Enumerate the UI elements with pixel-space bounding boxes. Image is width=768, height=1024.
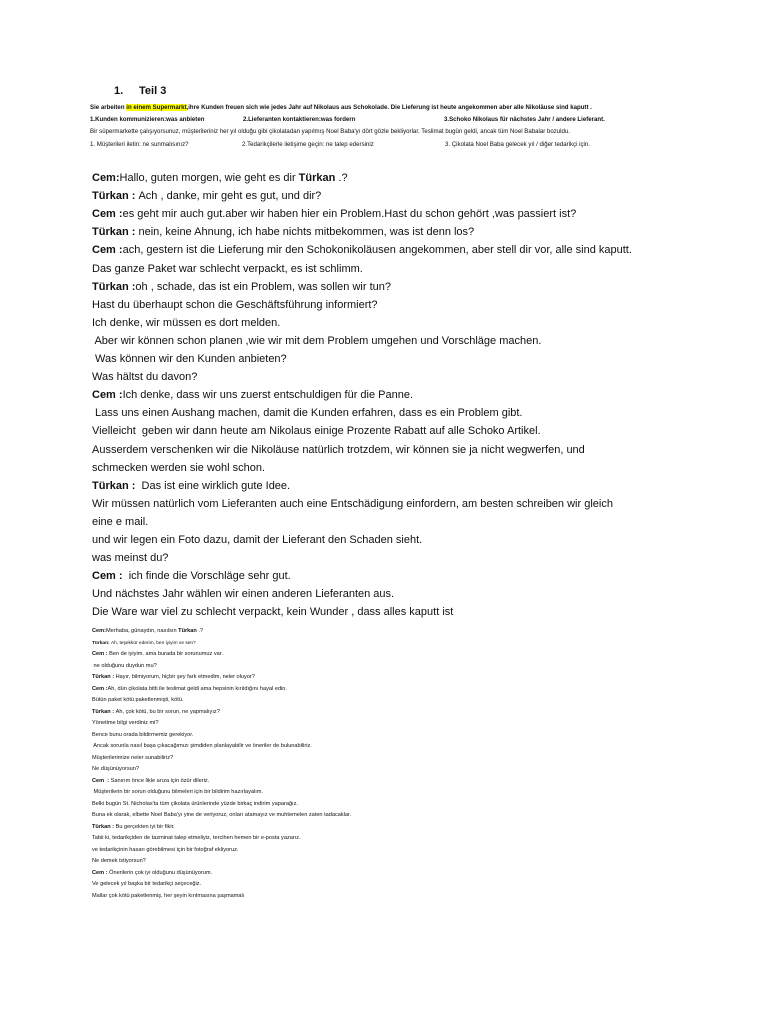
line-text: Buna ek olarak, elbette Noel Baba'yı yine de veriyoruz, onları atamayız ve muhtemelen zaten tadacaklar. [92,812,352,818]
translation-line [92,628,203,635]
line-text: Ne düşünüyorsun? [92,766,139,772]
task-tr-2: 2.Tedarikçilerle iletişime geçin: ne talep edersiniz [242,141,374,148]
line-text: Tabii ki, tedarikçiden de tazminat talep etmeliyiz, tercihen hemen bir e-posta yazarız. [92,835,301,841]
translation-line [92,847,238,854]
speaker-separator: : [104,628,106,634]
speaker-separator: : [128,226,139,239]
line-text: Und nächstes Jahr wählen wir einen anderen Lieferanten aus. [92,588,395,601]
dialog-line [92,388,413,402]
speaker-name: Cem [92,570,116,583]
line-text: Ah, teşekkür ederim, ben iyiyim ve sen? [110,640,196,646]
dialog-line [92,334,541,348]
translation-line [92,824,175,831]
dialog-line [92,298,378,312]
dialog-line [92,225,474,239]
translation-line [92,812,351,819]
line-text: und wir legen ein Foto dazu, damit der Lieferant den Schaden sieht. [92,534,423,546]
dialog-line [92,443,585,457]
dialog-line [92,352,287,366]
speaker-separator: : [115,208,123,221]
line-text: Was können wir den Kunden anbieten? [92,353,287,365]
speaker-separator: : [128,280,136,293]
line-text: Hayır, bilmiyorum, hiçbir şey fark etmedim, neler oluyor? [115,674,255,680]
intro-highlight: in einem Supermarkt [126,104,187,111]
dialog-line [92,587,394,601]
intro-part-1: Sie arbeiten [90,104,127,111]
line-text: Bu gerçekten iyi bir fikir. [115,823,175,830]
speaker-name: Cem [92,172,116,184]
line-text: Hast du überhaupt schon die Geschäftsführung informiert? [92,298,378,311]
task-tr-1: 1. Müşterileri iletin: ne sunmalısınız? [90,141,189,148]
speaker-name: Türkan [92,708,111,715]
task-de-3: 3.Schoko Nikolaus für nächstes Jahr / andere Lieferant. [444,116,605,123]
speaker-name: Türkan [92,226,129,239]
speaker-name: Cem [92,869,105,876]
line-text: Müşterilerin bir sorun olduğunu bilmeleri için bir bildirim hazırlayalım. [92,789,263,795]
translation-line [92,766,139,773]
dialog-line [92,406,523,420]
speaker-name: Türkan [92,479,129,492]
speaker-separator: : [110,823,116,830]
dialog-line [92,551,168,565]
translation-line [92,778,209,785]
speaker-separator: : [110,708,116,715]
speaker-separator: : [104,651,110,657]
speaker-name: Cem [92,685,105,692]
heading-number: 1. [114,85,124,97]
dialog-line [92,171,348,185]
translation-line [92,651,223,658]
speaker-name: Cem [92,389,116,402]
line-text: Ich denke, wir müssen es dort melden. [92,316,281,329]
speaker-name: Türkan [92,823,111,830]
speaker-separator: : [104,777,111,784]
line-text: schmecken werden sie wohl schon. [92,461,266,474]
line-text: was meinst du? [92,552,169,565]
line-text: Ich denke, dass wir uns zuerst entschuldigen für die Panne. [122,389,414,402]
dialog-line [92,243,632,257]
translation-line [92,835,301,842]
speaker-name: Türkan [92,190,129,203]
dialog-line [92,280,391,294]
heading-title: Teil 3 [139,85,167,97]
line-text: Die Ware war viel zu schlecht verpackt, kein Wunder , dass alles kaputt ist [92,606,454,619]
speaker-separator: : [115,389,123,402]
speaker-name: Cem [92,628,105,634]
line-text: Wir müssen natürlich vom Lieferanten auch eine Entschädigung einfordern, am besten schreiben wir gleich [92,497,613,510]
speaker-separator: : [128,479,142,492]
speaker-name: Cem [92,777,105,784]
dialog-line [92,479,290,493]
line-text: Sanırım önce likle arıza için özür dileriz. [110,777,210,784]
tasks-german [90,116,690,124]
dialog-line [92,316,280,330]
intro-turkish: Bir süpermarkette çalışıyorsunuz, müşterileriniz her yıl olduğu gibi çikolatadan yapılmış Noel Baba'yı dört gözle bekliyorlar. Teslimat bugün geldi, ancak tüm Noel Babalar bozuldu. [90,128,570,135]
line-text: oh , schade, das ist ein Problem, was sollen wir tun? [135,280,391,293]
translation-line [92,686,287,693]
dialog-line [92,189,321,203]
section-heading [114,85,166,97]
speaker-separator: : [108,640,111,646]
dialog-line [92,262,363,276]
translation-line [92,697,183,704]
translation-line [92,640,196,647]
line-text: ve tedarikçinin hasarı görebilmesi için bir fotoğraf ekliyoruz. [92,846,239,853]
speaker-name: Türkan [92,674,111,680]
task-tr-3: 3. Çikolata Noel Baba gelecek yıl / diğer tedarikçi için. [445,141,590,148]
speaker-separator: : [115,570,129,583]
speaker-separator: : [115,244,123,257]
line-text: Lass uns einen Aushang machen, damit die Kunden erfahren, dass es ein Problem gibt. [92,407,523,420]
line-text: Bence bunu orada bildirmemiz gerekiyor. [92,731,194,738]
line-text: Ve gelecek yıl başka bir tedarikçi seçeceğiz. [92,881,202,887]
task-de-2: 2.Lieferanten kontaktieren:was fordern [243,116,356,123]
speaker-name: Türkan [92,280,129,293]
addressee-name: Türkan [298,172,336,184]
dialog-line [92,497,613,511]
line-text: Belki bugün St. Nicholas'ta tüm çikolata ürünlerinde yüzde birkaç indirim yaparağız. [92,800,298,807]
line-text: Müşterilerimize neler sunabiliriz? [92,754,174,761]
line-text: Vielleicht geben wir dann heute am Nikolaus einige Prozente Rabatt auf alle Schoko Artikel. [92,425,541,438]
translation-line [92,870,212,877]
line-text: ne olduğunu duydun mu? [92,662,157,669]
intro-german [90,104,592,112]
line-text: nein, keine Ahnung, ich habe nichts mitbekommen, was ist denn los? [138,226,475,239]
dialog-line [92,370,197,384]
line-text: Mallar çok kötü paketlenmiş, her şeyin kırılmasına şaşmamalı [92,892,245,899]
translation-line [92,893,244,900]
dialog-line [92,533,422,547]
line-text: Was hältst du davon? [92,371,198,384]
dialog-line [92,515,148,529]
line-text: Ancak sorunla nasıl başa çıkacağımızı şimdiden planlayabilir ve öneriler de bulunabiliriz. [92,743,312,749]
translation-line [92,674,255,681]
translation-line [92,789,263,796]
line-text: Ben de iyiyim. ama burada bir sorunumuz var. [109,651,223,657]
dialog-line [92,207,576,221]
speaker-name: Türkan [92,640,108,646]
line-text: Bütün paket kötü paketlenmişti, kötü. [92,697,184,703]
dialog-line [92,424,541,438]
dialog-line [92,605,453,619]
translation-line [92,881,201,888]
speaker-name: Cem [92,651,105,657]
translation-line [92,858,146,865]
speaker-separator: : [115,172,120,184]
translation-line [92,732,193,739]
line-text: eine e mail. [92,515,149,528]
translation-line [92,663,157,670]
line-tail: .? [196,628,204,634]
line-text: Aber wir können schon planen ,wie wir mit dem Problem umgehen und Vorschläge machen. [92,334,542,347]
speaker-name: Cem [92,208,116,221]
tasks-turkish [90,141,690,149]
line-text: Ach , danke, mir geht es gut, und dir? [138,190,322,203]
line-text: ach, gestern ist die Lieferung mir den Schokonikoläusen angekommen, aber stell dir vor, alle sind kaputt. [122,244,632,257]
line-text: Ah, dün çikolata bitti ile teslimat geldi ama hepsinin kırıldığını hayal edin. [107,685,287,692]
speaker-separator: : [110,674,116,680]
intro-part-2: ,ihre Kunden freuen sich wie jedes Jahr auf Nikolaus aus Schokolade. Die Lieferung ist heute angekommen aber alle Nikoläuse sind kaputt . [186,104,592,111]
speaker-name: Cem [92,244,116,257]
speaker-separator: : [104,685,108,692]
speaker-separator: : [128,190,139,203]
translation-line [92,801,298,808]
line-text: Ne demek istiyorsun? [92,858,146,864]
line-text: Merhaba, günaydın, nasılsın [106,628,179,634]
translation-line [92,755,173,762]
dialog-line [92,461,265,475]
translation-line [92,720,159,727]
line-text: Yönetime bilgi verdiniz mi? [92,720,159,726]
line-text: es geht mir auch gut.aber wir haben hier ein Problem.Hast du schon gehört ,was passiert ist? [122,208,577,221]
speaker-separator: : [104,869,110,876]
line-text: Das ist eine wirklich gute Idee. [141,479,291,492]
line-text: ich finde die Vorschläge sehr gut. [128,570,291,583]
task-de-1: 1.Kunden kommunizieren:was anbieten [90,116,205,123]
addressee-name: Türkan [178,628,197,634]
line-text: Ah, çok kötü, bu bir sorun, ne yapmalıyız? [115,708,220,715]
line-text: Önerilerin çok iyi olduğunu düşünüyorum. [109,869,213,876]
dialog-line [92,569,291,583]
line-tail: .? [335,172,348,184]
translation-line [92,709,220,716]
line-text: Ausserdem verschenken wir die Nikoläuse natürlich trotzdem, wir können sie ja nicht wegwerfen, und [92,443,585,456]
line-text: Das ganze Paket war schlecht verpackt, es ist schlimm. [92,262,363,275]
translation-line [92,743,312,750]
line-text: Hallo, guten morgen, wie geht es dir [119,172,299,184]
